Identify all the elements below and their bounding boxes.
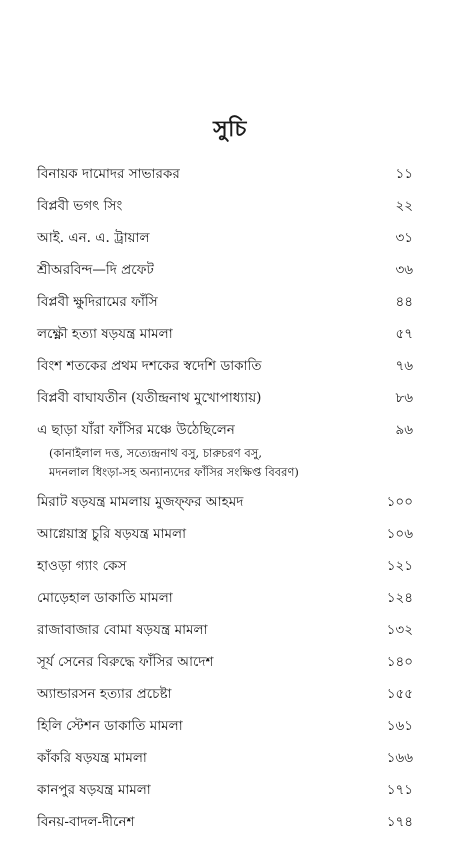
toc-entry — [37, 652, 413, 684]
toc-entry — [37, 260, 413, 292]
toc-entry-title: সূর্য সেনের বিরুদ্ধে ফাঁসির আদেশ — [37, 654, 214, 670]
toc-entry-page: ১২৪ — [386, 590, 413, 606]
toc-entry — [37, 588, 413, 620]
toc-entry-page: ১৭৪ — [386, 814, 413, 830]
toc-entry-title: হাওড়া গ্যাং কেস — [37, 558, 127, 574]
toc-entry — [37, 164, 413, 196]
toc-entry-title: হিলি স্টেশন ডাকাতি মামলা — [37, 718, 183, 734]
toc-entry-note — [37, 444, 413, 492]
toc-entry-title: মোড়েহাল ডাকাতি মামলা — [37, 590, 173, 606]
toc-entry-page: ৩১ — [395, 230, 413, 246]
toc-entry-page: ৮৬ — [395, 390, 413, 406]
toc-entry-title: বিপ্লবী ক্ষুদিরামের ফাঁসি — [37, 294, 158, 310]
toc-entry — [37, 620, 413, 652]
toc-entry-page: ২২ — [395, 198, 413, 214]
toc-entry-page: ১৬১ — [386, 718, 413, 734]
toc-entry-title: বিপ্লবী বাঘাযতীন (যতীন্দ্রনাথ মুখোপাধ্যায়) — [37, 390, 262, 406]
toc-entry-page: ১২১ — [386, 558, 413, 574]
toc-entry — [37, 684, 413, 716]
toc-entry-title: রাজাবাজার বোমা ষড়যন্ত্র মামলা — [37, 622, 208, 638]
toc-entry-title: বিংশ শতকের প্রথম দশকের স্বদেশি ডাকাতি — [37, 358, 262, 374]
toc-entry-title: এ ছাড়া যাঁরা ফাঁসির মঞ্চে উঠেছিলেন — [37, 422, 235, 438]
toc-entry-page: ১০৬ — [386, 526, 413, 542]
page-title: সুচি — [213, 116, 247, 142]
toc-entry-page: ১৬৬ — [386, 750, 413, 766]
toc-entry — [37, 492, 413, 524]
toc-entry — [37, 780, 413, 812]
table-of-contents — [37, 164, 413, 844]
toc-entry-page: ৩৬ — [395, 262, 413, 278]
toc-entry-title: আগ্নেয়াস্ত্র চুরি ষড়যন্ত্র মামলা — [37, 526, 186, 542]
toc-entry — [37, 556, 413, 588]
toc-entry-page: ৫৭ — [395, 326, 413, 342]
toc-entry-page: ১৫৫ — [386, 686, 413, 702]
toc-entry-title: বিনায়ক দামোদর সাভারকর — [37, 166, 180, 182]
toc-entry-page: ১৩২ — [386, 622, 413, 638]
toc-entry — [37, 228, 413, 260]
toc-entry-title: মিরাট ষড়যন্ত্র মামলায় মুজফ্ফর আহমদ — [37, 494, 244, 510]
toc-entry-title: বিনয়-বাদল-দীনেশ — [37, 814, 135, 830]
toc-entry — [37, 292, 413, 324]
note-line: (কানাইলাল দত্ত, সত্যেন্দ্রনাথ বসু, চারুচরণ বসু, — [49, 446, 263, 460]
toc-entry-page: ১১ — [395, 166, 413, 182]
toc-entry-title: শ্রীঅরবিন্দ—দি প্রফেট — [37, 262, 154, 278]
toc-entry-page: ১৪০ — [386, 654, 413, 670]
toc-entry-page: ৭৬ — [395, 358, 413, 374]
toc-entry — [37, 388, 413, 420]
toc-entry — [37, 356, 413, 388]
toc-entry — [37, 196, 413, 228]
toc-entry — [37, 324, 413, 356]
note-line: মদনলাল ধিংড়া-সহ অন্যান্যদের ফাঁসির সংক্ষিপ্ত বিবরণ) — [49, 465, 299, 479]
toc-entry-title: বিপ্লবী ভগৎ সিং — [37, 198, 123, 214]
toc-entry-title: আই. এন. এ. ট্রায়াল — [37, 230, 150, 246]
toc-entry-title: লক্ষ্ণৌ হত্যা ষড়যন্ত্র মামলা — [37, 326, 173, 342]
toc-entry-page: ৯৬ — [395, 422, 413, 438]
toc-entry — [37, 812, 413, 844]
toc-entry-title: অ্যান্ডারসন হত্যার প্রচেষ্টা — [37, 686, 172, 702]
toc-entry-page: ১৭১ — [386, 782, 413, 798]
toc-entry — [37, 524, 413, 556]
toc-entry-title: কাঁকরি ষড়যন্ত্র মামলা — [37, 750, 147, 766]
toc-entry-page: ৪৪ — [395, 294, 413, 310]
toc-entry — [37, 748, 413, 780]
toc-entry-page: ১০০ — [386, 494, 413, 510]
toc-entry — [37, 716, 413, 748]
toc-entry-title: কানপুর ষড়যন্ত্র মামলা — [37, 782, 151, 798]
